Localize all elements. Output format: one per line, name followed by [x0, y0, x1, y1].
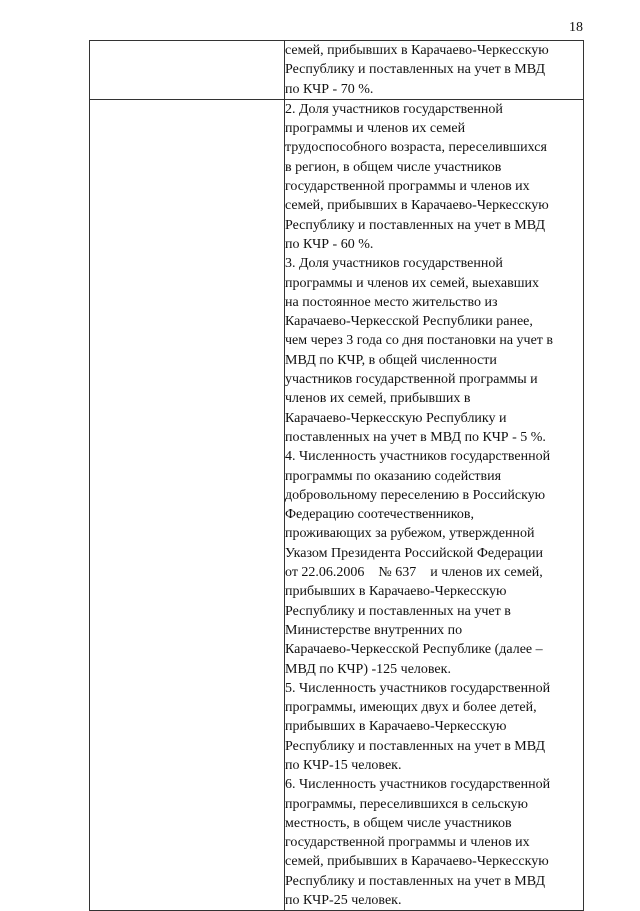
- indicator-cell: [285, 41, 584, 100]
- text-line: программы и членов их семей, выехавших: [285, 275, 540, 291]
- text-line: в регион, в общем числе участников: [285, 159, 502, 175]
- text-line: проживающих за рубежом, утвержденной: [285, 526, 535, 542]
- text-line: 3. Доля участников государственной: [285, 256, 503, 272]
- text-line: прибывших в Карачаево-Черкесскую: [285, 719, 507, 735]
- text-line: 2. Доля участников государственной: [285, 101, 503, 117]
- text-line: программы, переселившихся в сельскую: [285, 796, 528, 812]
- text-line: по КЧР - 60 %.: [285, 236, 374, 252]
- text-line: Карачаево-Черкесской Республики ранее,: [285, 314, 533, 330]
- text-line: Республику и поставленных на учет в МВД: [285, 62, 546, 78]
- text-line: от 22.06.2006 № 637 и членов их семей,: [285, 565, 543, 581]
- text-line: программы, имеющих двух и более детей,: [285, 700, 537, 716]
- text-line: местность, в общем числе участников: [285, 815, 512, 831]
- text-line: семей, прибывших в Карачаево-Черкесскую: [285, 854, 549, 870]
- text-line: поставленных на учет в МВД по КЧР - 5 %.: [285, 429, 546, 445]
- text-line: Республику и поставленных на учет в МВД: [285, 738, 546, 754]
- text-line: прибывших в Карачаево-Черкесскую: [285, 584, 507, 600]
- text-line: Карачаево-Черкесской Республике (далее –: [285, 642, 543, 658]
- text-line: по КЧР-25 человек.: [285, 893, 402, 909]
- text-line: членов их семей, прибывших в: [285, 391, 471, 407]
- text-line: чем через 3 года со дня постановки на учет в: [285, 333, 554, 349]
- indicators-table: [89, 40, 584, 911]
- indicator-cell: [285, 99, 584, 910]
- text-line: семей, прибывших в Карачаево-Черкесскую: [285, 198, 549, 214]
- text-line: МВД по КЧР) -125 человек.: [285, 661, 451, 677]
- text-line: по КЧР-15 человек.: [285, 757, 402, 773]
- text-line: Республику и поставленных на учет в: [285, 603, 511, 619]
- text-line: Указом Президента Российской Федерации: [285, 545, 543, 561]
- text-line: Карачаево-Черкесскую Республику и: [285, 410, 507, 426]
- table-row: [90, 41, 584, 100]
- page-number: 18: [569, 20, 583, 35]
- text-line: Федерацию соотечественников,: [285, 507, 474, 523]
- empty-left-cell: [90, 41, 285, 100]
- text-line: трудоспособного возраста, переселившихся: [285, 140, 547, 156]
- text-line: 5. Численность участников государственной: [285, 680, 551, 696]
- text-line: Республику и поставленных на учет в МВД: [285, 217, 546, 233]
- text-line: программы и членов их семей: [285, 121, 466, 137]
- table-row: [90, 99, 584, 910]
- text-line: 6. Численность участников государственной: [285, 777, 551, 793]
- text-line: Министерстве внутренних по: [285, 622, 463, 638]
- text-line: Республику и поставленных на учет в МВД: [285, 873, 546, 889]
- text-line: государственной программы и членов их: [285, 179, 530, 195]
- text-line: добровольному переселению в Российскую: [285, 487, 546, 503]
- text-line: МВД по КЧР, в общей численности: [285, 352, 497, 368]
- text-line: участников государственной программы и: [285, 372, 538, 388]
- text-line: программы по оказанию содействия: [285, 468, 502, 484]
- text-line: на постоянное место жительство из: [285, 294, 498, 310]
- text-line: государственной программы и членов их: [285, 835, 530, 851]
- text-line: семей, прибывших в Карачаево-Черкесскую: [285, 43, 549, 58]
- text-line: 4. Численность участников государственной: [285, 449, 551, 465]
- text-line: по КЧР - 70 %.: [285, 81, 374, 97]
- empty-left-cell: [90, 99, 285, 910]
